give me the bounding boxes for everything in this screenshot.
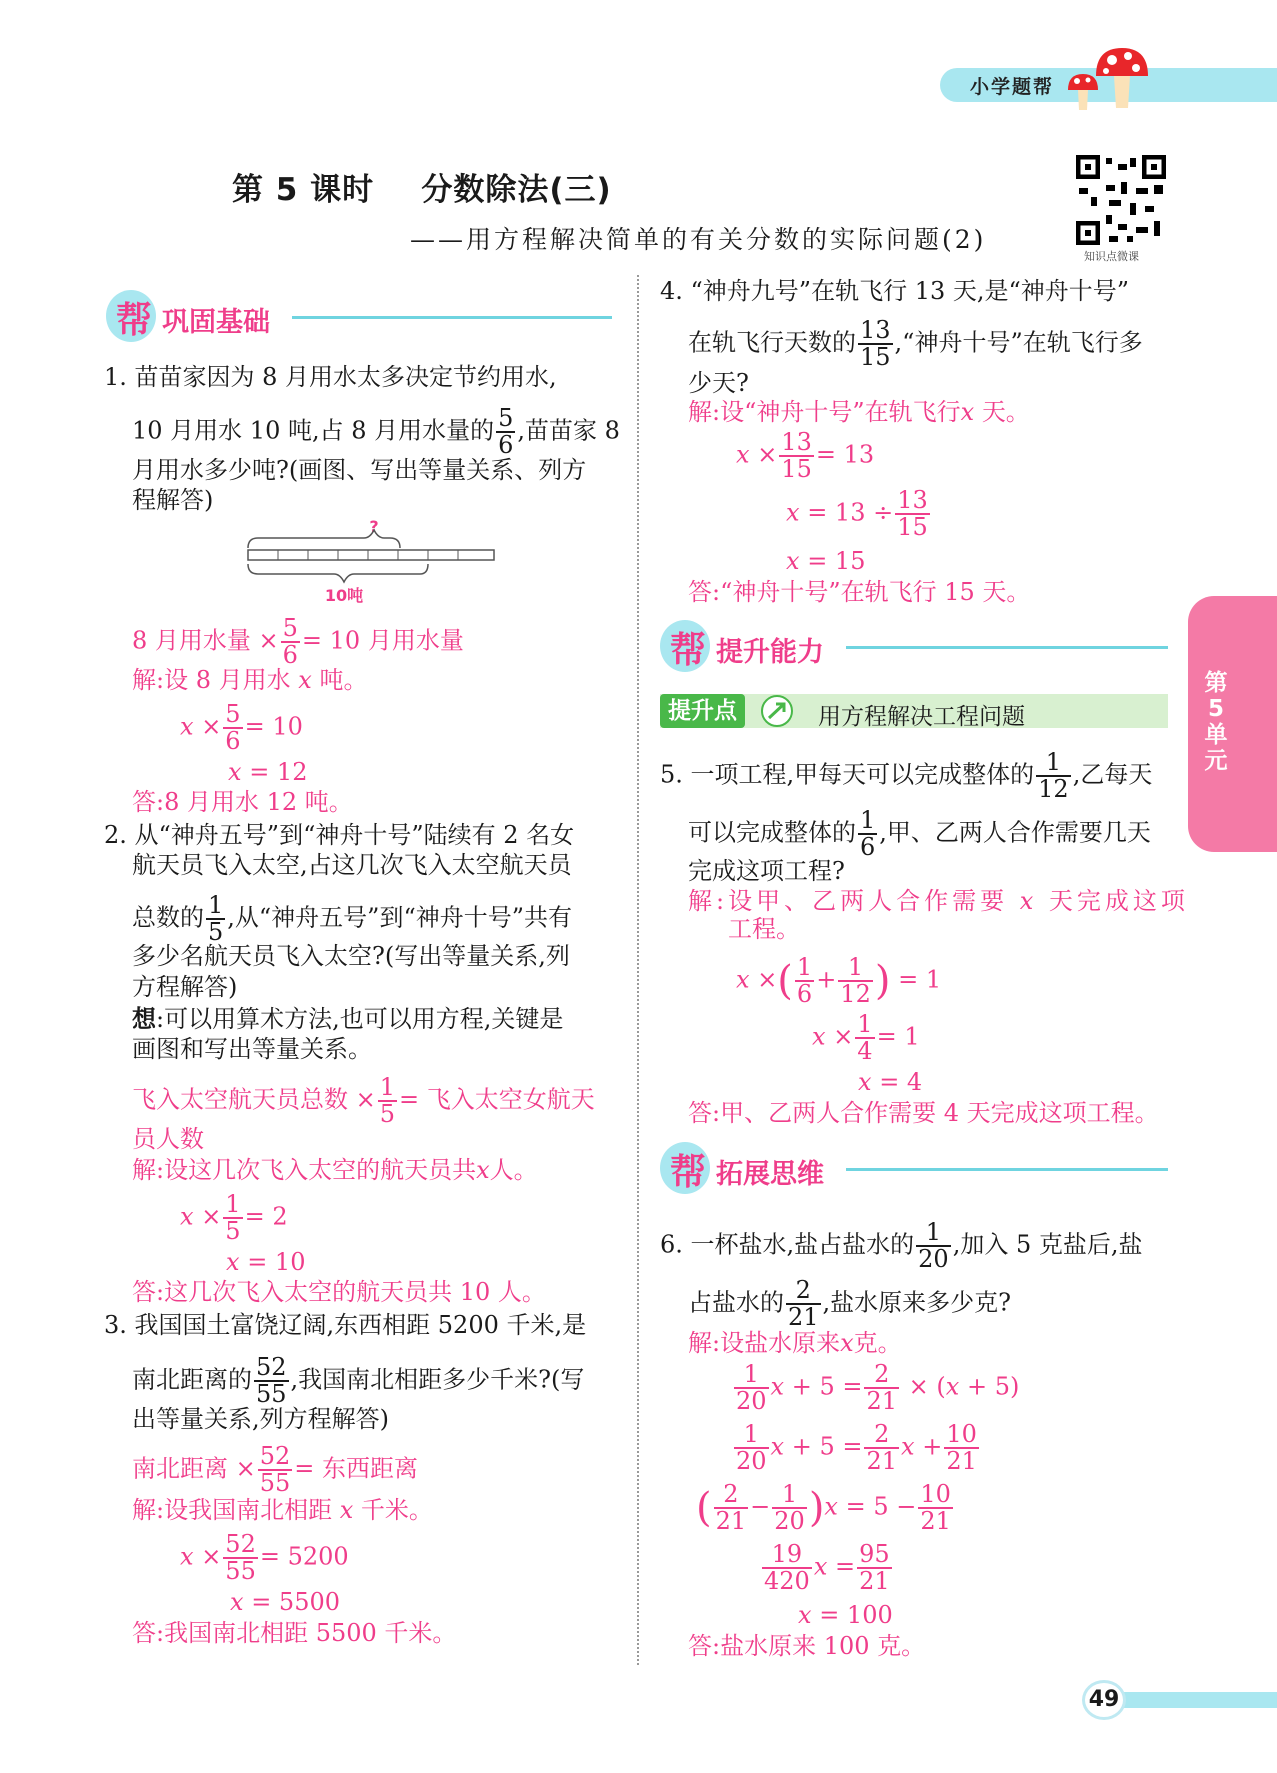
q3-equation: x × $\frac{52}{55}$ = 5200 [180,1530,349,1586]
q5-equation: x ×( $\frac{1}{6}$ + $\frac{1}{12}$ ) = 1 [736,953,942,1009]
q1-line3: 月用水多少吨?(画图、写出等量关系、列方 [132,456,587,484]
q4-equation-2: x = 13 ÷ $\frac{13}{15}$ [786,486,928,542]
q6-line2: 占盐水的 $\frac{2}{21}$ ,盐水原来多少克? [688,1276,1012,1332]
diagram-top-label: ? [369,518,379,536]
section-improve [660,620,1168,672]
q4-solve: 解:设“神舟十号”在轨飞行x 天。 [688,398,1030,426]
q2-relation: 飞入太空航天员总数 × $\frac{1}{5}$ = 飞入太空女航天 [132,1073,595,1129]
q2-equation: x × $\frac{1}{5}$ = 2 [180,1190,288,1246]
q1-line4: 程解答) [132,486,214,514]
small-mushroom-icon [1066,72,1100,112]
tip-text: 用方程解决工程问题 [818,704,1025,730]
q5-solve-cont: 工程。 [728,915,800,943]
lesson-title: 第 5 课时 分数除法(三) [232,172,612,208]
q5-x-value: x = 4 [858,1068,923,1096]
q5-line2: 可以完成整体的 $\frac{1}{6}$ ,甲、乙两人合作需要几天 [688,806,1151,862]
section-title: 巩固基础 [162,307,270,338]
section-line [846,646,1168,649]
q5-answer: 答:甲、乙两人合作需要 4 天完成这项工程。 [688,1099,1159,1127]
q1-line1: 1. 苗苗家因为 8 月用水太多决定节约用水, [104,363,557,391]
q3-line1: 3. 我国国土富饶辽阔,东西相距 5200 千米,是 [104,1311,587,1339]
page-number: 49 [1082,1680,1126,1720]
section-bang: 帮 [670,1152,707,1193]
q3-line2: 南北距离的 $\frac{52}{55}$ ,我国南北相距多少千米?(写 [132,1353,585,1409]
q5-equation-2: x × $\frac{1}{4}$ = 1 [812,1010,920,1066]
q4-line3: 少天? [688,369,749,397]
q2-solve: 解:设这几次飞入太空的航天员共x人。 [132,1156,538,1184]
section-expand [660,1142,1168,1194]
q6-equation-1: $\frac{1}{20}$ x + 5 = $\frac{2}{21}$ × (x + 5) [736,1360,1020,1416]
q6-equation-2: $\frac{1}{20}$ x + 5 = $\frac{2}{21}$ x + $\frac{10}{21}$ [736,1420,977,1476]
q6-equation-3: ( $\frac{2}{21}$ − $\frac{1}{20}$ )x = 5 − $\frac{10}{21}$ [696,1480,951,1536]
mushroom-icon [1092,46,1152,110]
section-title: 提升能力 [716,637,824,668]
q3-answer: 答:我国南北相距 5500 千米。 [132,1619,457,1647]
q2-line2: 航天员飞入太空,占这几次飞入太空航天员 [132,851,572,879]
q6-answer: 答:盐水原来 100 克。 [688,1632,926,1660]
qr-code-icon[interactable] [1076,155,1166,245]
q3-line3: 出等量关系,列方程解答) [132,1405,389,1433]
section-line [846,1168,1168,1171]
q2-think: 想:可以用算术方法,也可以用方程,关键是 [132,1004,564,1033]
section-title: 拓展思维 [716,1159,824,1190]
q4-equation: x × $\frac{13}{15}$ = 13 [736,428,875,484]
section-bang: 帮 [670,630,707,671]
q1-answer: 答:8 月用水 12 吨。 [132,788,353,816]
lesson-subtitle: ——用方程解决简单的有关分数的实际问题(2) [410,225,987,254]
qr-label: 知识点微课 [1084,250,1139,263]
q2-answer: 答:这几次飞入太空的航天员共 10 人。 [132,1278,546,1306]
q4-answer: 答:“神舟十号”在轨飞行 15 天。 [688,578,1031,606]
diagram-bottom-label: 10吨 [324,586,364,605]
q2-relation-cont: 员人数 [132,1125,204,1153]
q3-x-value: x = 5500 [230,1588,341,1616]
q5-line3: 完成这项工程? [688,857,845,885]
section-basic [106,290,612,342]
q6-line1: 6. 一杯盐水,盐占盐水的 $\frac{1}{20}$ ,加入 5 克盐后,盐 [660,1218,1143,1274]
q2-line1: 2. 从“神舟五号”到“神舟十号”陆续有 2 名女 [104,821,575,849]
q4-line1: 4. “神舟九号”在轨飞行 13 天,是“神舟十号” [660,277,1130,305]
q2-line4: 多少名航天员飞入太空?(写出等量关系,列 [132,942,570,970]
q6-x-value: x = 100 [798,1601,893,1629]
q6-solve: 解:设盐水原来x克。 [688,1329,902,1357]
q6-equation-4: $\frac{19}{420}$ x = $\frac{95}{21}$ [764,1540,890,1596]
q2-line3: 总数的 $\frac{1}{5}$ ,从“神舟五号”到“神舟十号”共有 [132,891,572,947]
segment-diagram [244,518,500,608]
q4-line2: 在轨飞行天数的 $\frac{13}{15}$ ,“神舟十号”在轨飞行多 [688,316,1143,372]
section-bang: 帮 [116,300,153,341]
q1-solve: 解:设 8 月用水 x 吨。 [132,666,368,694]
unit-tab-label: 第5单元 [1204,670,1228,774]
tip-badge: 提升点 [660,694,745,728]
q1-x-value: x = 12 [228,758,308,786]
column-divider [637,275,639,1665]
page-bar [1110,1692,1277,1708]
q1-equation: x × $\frac{5}{6}$ = 10 [180,700,303,756]
brand-title: 小学题帮 [970,76,1055,98]
q3-relation: 南北距离 × $\frac{52}{55}$ = 东西距离 [132,1442,419,1498]
q3-solve: 解:设我国南北相距 x 千米。 [132,1496,433,1524]
q1-line2: 10 月用水 10 吨,占 8 月用水量的 $\frac{5}{6}$ ,苗苗家 8 [132,404,620,460]
q1-relation: 8 月用水量 × $\frac{5}{6}$ = 10 月用水量 [132,614,464,670]
q2-x-value: x = 10 [226,1248,306,1276]
q2-think-cont: 画图和写出等量关系。 [132,1035,372,1063]
q5-line1: 5. 一项工程,甲每天可以完成整体的 $\frac{1}{12}$ ,乙每天 [660,748,1153,804]
q4-x-value: x = 15 [786,547,866,575]
q2-line5: 方程解答) [132,973,238,1001]
arrow-icon [760,694,794,728]
q5-solve: 解:设甲、乙两人合作需要 x 天完成这项 [688,887,1189,915]
section-line [292,316,612,319]
